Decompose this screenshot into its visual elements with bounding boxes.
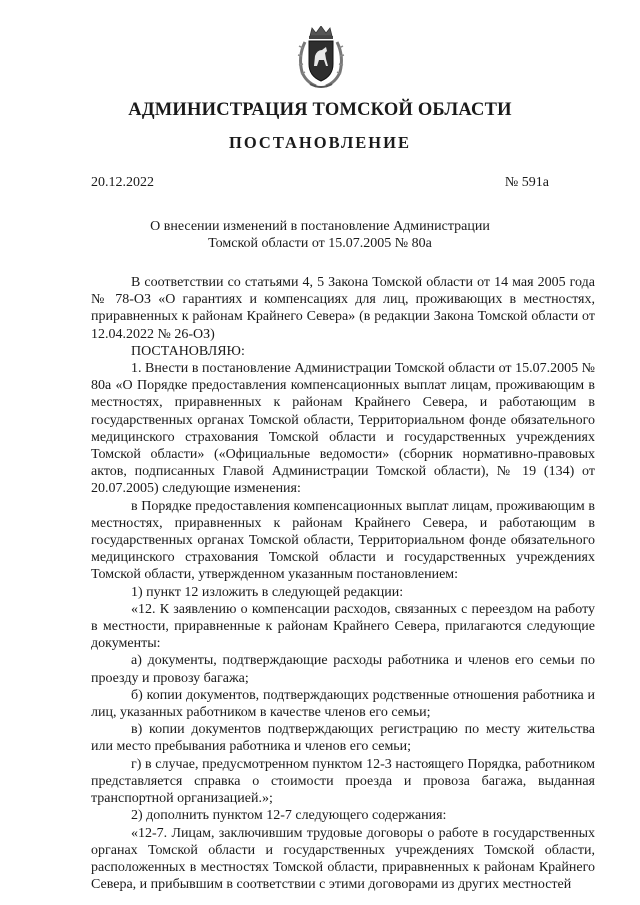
coat-of-arms-icon	[296, 26, 346, 90]
paragraph-clause-a: а) документы, подтверждающие расходы работника и членов его семьи по проезду и провозу багажа;	[91, 653, 595, 686]
subject-line-1: О внесении изменений в постановление Администрации	[150, 219, 490, 234]
document-number: № 591а	[504, 175, 549, 190]
document-body	[91, 274, 595, 893]
paragraph-preamble: В соответствии со статьями 4, 5 Закона Томской области от 14 мая 2005 года № 78-ОЗ «О гарантиях и компенсациях для лиц, проживающих в местностях, приравненных к районам Крайнего Севера» (в редакции Закона Томской области от 12.04.2022 № 26-ОЗ)	[91, 275, 595, 342]
paragraph-clause-12: «12. К заявлению о компенсации расходов, связанных с переездом на работу в местности, приравненные к районам Крайнего Севера, прилагаются следующие документы:	[91, 601, 595, 652]
paragraph-item-1: 1. Внести в постановление Администрации Томской области от 15.07.2005 № 80а «О Порядке предоставления компенсационных выплат лицам, проживающим в местностях, приравненных к районам Крайнего Севера, и работающим в государственных органах Томской области, Территориальном фонде обязательного медицинского страхования Томской области и государственных учреждениях Томской области» («Официальные ведомости» (сборник нормативно-правовых актов, подписанных Главой Администрации Томской области), № 19 (134) от 20.07.2005) следующие изменения:	[91, 361, 595, 497]
paragraph-clause-b: б) копии документов, подтверждающих родственные отношения работника и лиц, указанных работником в качестве членов его семьи;	[91, 687, 595, 721]
paragraph-clause-v: в) копии документов подтверждающих регистрацию по месту жительства или место пребывания работника и членов его семьи;	[91, 722, 595, 755]
paragraph-clause-12-7: «12-7. Лицам, заключившим трудовые договоры о работе в государственных органах Томской области и государственных учреждениях Томской области, расположенных в местностях Томской области, приравненных к районам Крайнего Севера, и прибывшим в соответствии с этими договорами из других местностей	[91, 825, 595, 893]
document-type: ПОСТАНОВЛЕНИЕ	[229, 133, 411, 152]
paragraph-subitem-2: 2) дополнить пунктом 12-7 следующего содержания:	[131, 808, 447, 824]
paragraph-subitem-1: 1) пункт 12 изложить в следующей редакции:	[131, 584, 404, 600]
document-subject	[0, 218, 640, 252]
paragraph-clause-g: г) в случае, предусмотренном пунктом 12-3 настоящего Порядка, работником представляется справка о стоимости проезда и провоза багажа, выданная транспортной организацией.»;	[91, 756, 595, 807]
subject-line-2: Томской области от 15.07.2005 № 80а	[208, 236, 432, 251]
paragraph-procedure: в Порядке предоставления компенсационных выплат лицам, проживающим в местностях, приравненных к районам Крайнего Севера, и работающим в государственных органах Томской области, Территориальном фонде обязательного медицинского страхования Томской области и государственных учреждениях Томской области, утвержденном указанным постановлением:	[91, 498, 595, 583]
paragraph-resolve: ПОСТАНОВЛЯЮ:	[131, 343, 245, 359]
organization-name: АДМИНИСТРАЦИЯ ТОМСКОЙ ОБЛАСТИ	[128, 100, 512, 120]
document-date: 20.12.2022	[91, 175, 154, 190]
